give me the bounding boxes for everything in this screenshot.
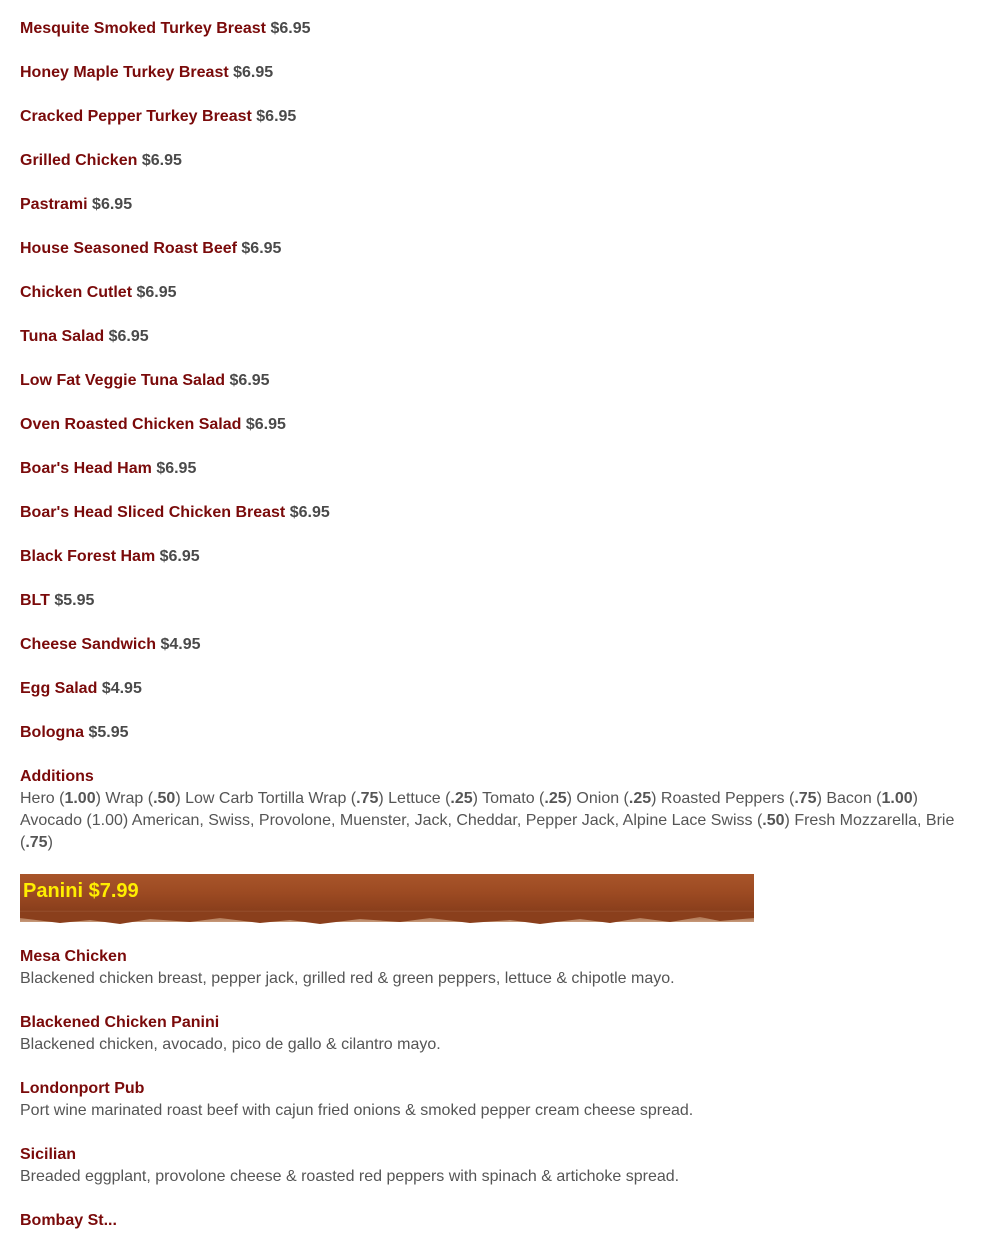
- menu-item-name: Boar's Head Sliced Chicken Breast: [20, 504, 286, 521]
- menu-item-price: $6.95: [159, 548, 200, 565]
- menu-item: [20, 678, 965, 700]
- menu-item-price: $6.95: [270, 20, 311, 37]
- panini-banner: [20, 874, 754, 922]
- panini-item-description: Breaded eggplant, provolone cheese & roasted red peppers with spinach & artichoke spread.: [20, 1168, 680, 1185]
- menu-item-name: Grilled Chicken: [20, 152, 138, 169]
- addition-text: ) Avocado (1.00) American, Swiss, Provolone, Muenster, Jack, Cheddar, Pepper Jack, Alpine Lace Swiss (: [20, 790, 918, 829]
- menu-item-price: $6.95: [108, 328, 149, 345]
- menu-item-price: $6.95: [92, 196, 133, 213]
- menu-item-price: $4.95: [160, 636, 201, 653]
- menu-item: [20, 106, 965, 128]
- panini-item: [20, 1144, 965, 1188]
- addition-price: .75: [25, 834, 48, 851]
- panini-item-description: Blackened chicken breast, pepper jack, grilled red & green peppers, lettuce & chipotle mayo.: [20, 970, 675, 987]
- menu-item-name: BLT: [20, 592, 50, 609]
- menu-item: [20, 370, 965, 392]
- menu-item: [20, 282, 965, 304]
- addition-text: ): [47, 834, 53, 851]
- menu-item-price: $5.95: [88, 724, 129, 741]
- menu-item-price: $6.95: [136, 284, 177, 301]
- menu-item: [20, 590, 965, 612]
- menu-item-price: $6.95: [141, 152, 182, 169]
- panini-banner-title: Panini $7.99: [23, 880, 139, 902]
- addition-price: 1.00: [64, 790, 96, 807]
- menu-item: [20, 502, 965, 524]
- menu-item: [20, 238, 965, 260]
- menu-item: [20, 546, 965, 568]
- menu-item: [20, 414, 965, 436]
- panini-item-description: Port wine marinated roast beef with cajun fried onions & smoked pepper cream cheese spread.: [20, 1102, 694, 1119]
- sandwich-list: [20, 18, 965, 744]
- addition-text: ) Onion (: [566, 790, 629, 807]
- panini-item: [20, 1078, 965, 1122]
- menu-item-price: $6.95: [156, 460, 197, 477]
- menu-item-price: $6.95: [256, 108, 297, 125]
- addition-text: ) Bacon (: [816, 790, 882, 807]
- menu-item: [20, 62, 965, 84]
- panini-item-name: Mesa Chicken: [20, 948, 127, 965]
- menu-item-name: Mesquite Smoked Turkey Breast: [20, 20, 267, 37]
- addition-text: ) Fresh Mozzarella, Brie (: [20, 812, 955, 851]
- menu-item-name: Tuna Salad: [20, 328, 105, 345]
- menu-item: [20, 634, 965, 656]
- menu-item-name: Cheese Sandwich: [20, 636, 157, 653]
- menu-item-name: Chicken Cutlet: [20, 284, 133, 301]
- menu-item-name: Low Fat Veggie Tuna Salad: [20, 372, 226, 389]
- menu-item-name: Cracked Pepper Turkey Breast: [20, 108, 252, 125]
- addition-price: .25: [544, 790, 567, 807]
- menu-item: [20, 458, 965, 480]
- panini-list: [20, 946, 965, 1232]
- menu-item: [20, 722, 965, 744]
- menu-item-price: $4.95: [101, 680, 142, 697]
- menu-item-price: $6.95: [233, 64, 274, 81]
- addition-text: ) Lettuce (: [378, 790, 451, 807]
- panini-item: [20, 1210, 965, 1232]
- menu-item-name: Pastrami: [20, 196, 88, 213]
- menu-item-price: $5.95: [54, 592, 95, 609]
- addition-text: ) Tomato (: [472, 790, 545, 807]
- menu-item-name: Oven Roasted Chicken Salad: [20, 416, 242, 433]
- addition-price: .50: [762, 812, 785, 829]
- addition-price: .75: [356, 790, 379, 807]
- menu-item-price: $6.95: [241, 240, 282, 257]
- panini-item-name: Sicilian: [20, 1146, 77, 1163]
- panini-item-name: Bombay St...: [20, 1212, 117, 1229]
- menu-item-name: Bologna: [20, 724, 84, 741]
- menu-item-price: $6.95: [229, 372, 270, 389]
- panini-item-description: Blackened chicken, avocado, pico de gallo & cilantro mayo.: [20, 1036, 441, 1053]
- additions-text: [20, 788, 965, 854]
- additions-title: Additions: [20, 768, 94, 785]
- addition-price: .25: [628, 790, 652, 807]
- addition-price: .75: [794, 790, 817, 807]
- menu-item-name: House Seasoned Roast Beef: [20, 240, 237, 257]
- menu-item-price: $6.95: [289, 504, 330, 521]
- panini-item-name: Blackened Chicken Panini: [20, 1014, 220, 1031]
- addition-text: ) Low Carb Tortilla Wrap (: [175, 790, 357, 807]
- menu-item-name: Boar's Head Ham: [20, 460, 152, 477]
- menu-item-price: $6.95: [245, 416, 286, 433]
- menu-content: [20, 18, 965, 1254]
- menu-item: [20, 326, 965, 348]
- torn-edge-decoration: [20, 912, 754, 926]
- additions-section: [20, 766, 965, 854]
- addition-text: ) Roasted Peppers (: [651, 790, 795, 807]
- menu-item: [20, 150, 965, 172]
- panini-item: [20, 946, 965, 990]
- menu-item: [20, 194, 965, 216]
- addition-text: Hero (: [20, 790, 65, 807]
- menu-item-name: Honey Maple Turkey Breast: [20, 64, 229, 81]
- addition-price: .25: [450, 790, 473, 807]
- panini-item: [20, 1012, 965, 1056]
- panini-item-name: Londonport Pub: [20, 1080, 145, 1097]
- addition-price: 1.00: [881, 790, 913, 807]
- menu-item-name: Black Forest Ham: [20, 548, 156, 565]
- addition-price: .50: [153, 790, 176, 807]
- menu-item: [20, 18, 965, 40]
- menu-item-name: Egg Salad: [20, 680, 98, 697]
- addition-text: ) Wrap (: [95, 790, 154, 807]
